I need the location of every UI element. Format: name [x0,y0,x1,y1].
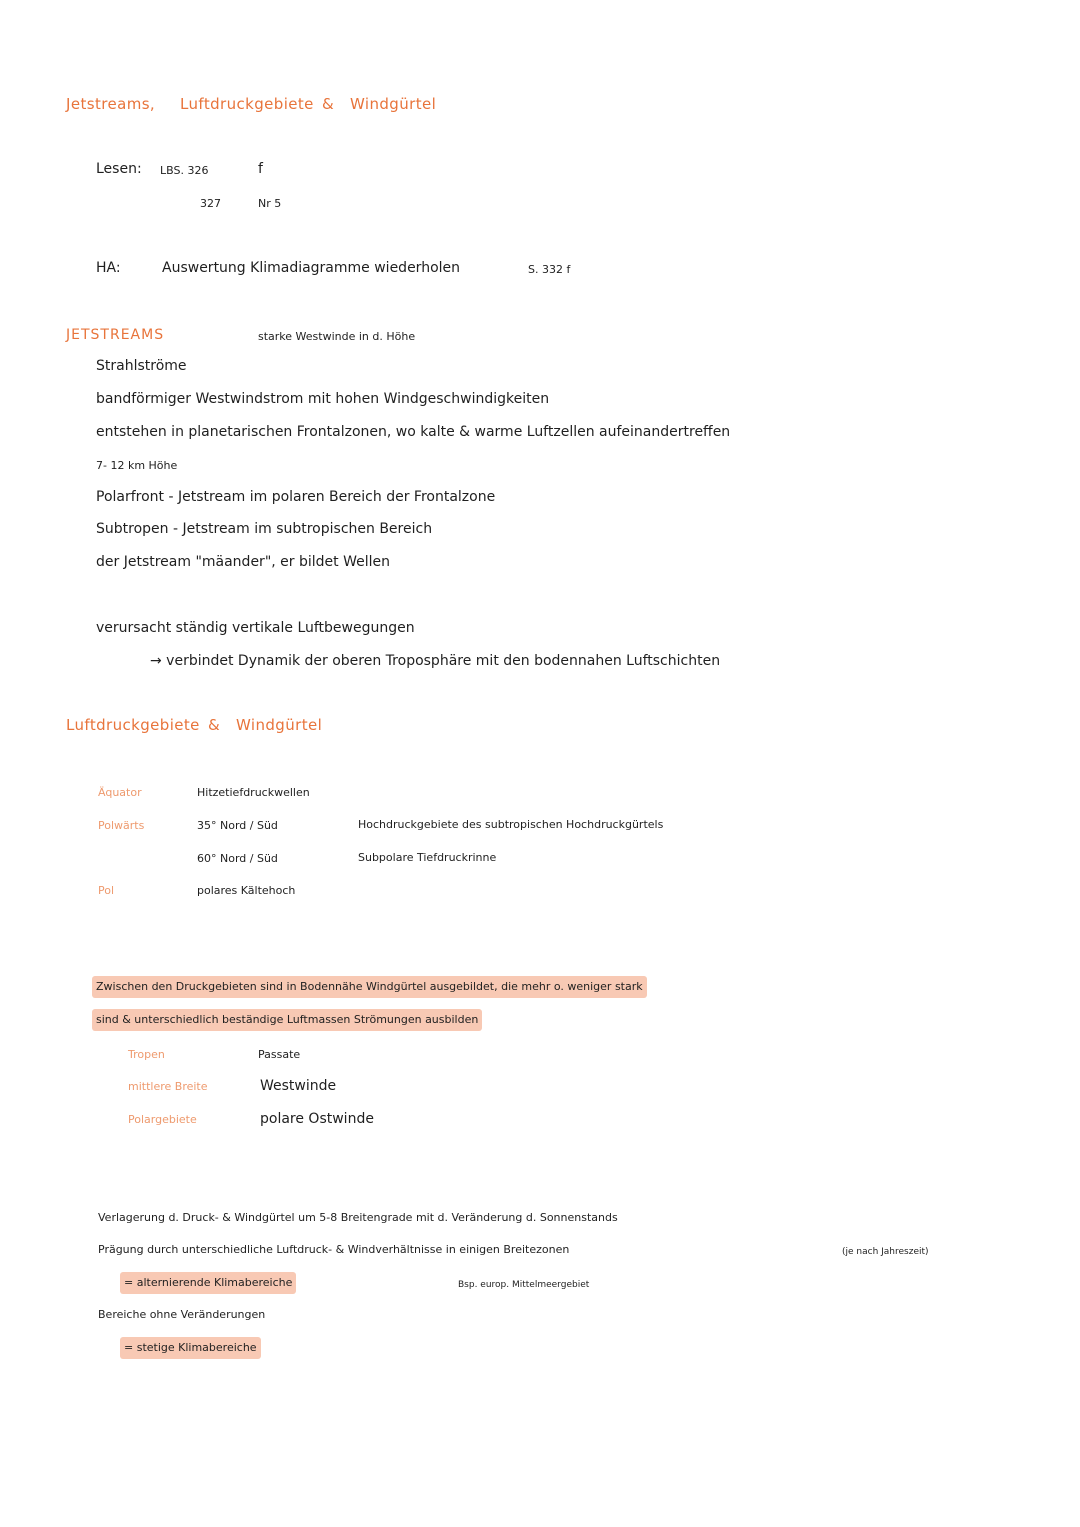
jetstreams-line: bandförmiger Westwindstrom mit hohen Windgeschwindigkeiten [96,391,550,407]
shift-steady: = stetige Klimabereiche [120,1337,261,1359]
jetstreams-line: Polarfront - Jetstream im polaren Bereich der Frontalzone [96,489,496,505]
homework-text: Auswertung Klimadiagramme wiederholen [162,260,461,276]
reading-suffix-2: Nr 5 [258,197,282,210]
jetstreams-heading: JETSTREAMS [66,327,165,343]
pressure-zone: Äquator [98,786,142,799]
pressure-zone: Polwärts [98,819,145,832]
reading-label: Lesen: [96,161,142,177]
pressure-desc: Subpolare Tiefdruckrinne [358,851,497,864]
title-windguertel: Windgürtel [350,95,437,113]
shift-example: Bsp. europ. Mittelmeergebiet [458,1280,590,1290]
pressure-heading-2: Windgürtel [236,716,323,734]
jetstreams-subtitle: starke Westwinde in d. Höhe [258,330,416,343]
reading-page-2: 327 [200,197,221,210]
shift-alternating: = alternierende Klimabereiche [120,1272,296,1294]
jetstreams-effect-sub: → verbindet Dynamik der oberen Troposphäre mit den bodennahen Luftschichten [150,653,721,669]
homework-label: HA: [96,260,121,276]
reading-suffix-1: f [258,161,263,177]
shift-line-2: Prägung durch unterschiedliche Luftdruck- & Windverhältnisse in einigen Breitezonen [98,1243,570,1256]
title-luftdruck: Luftdruckgebiete [180,95,314,113]
windbelt-wind: Passate [258,1048,301,1061]
pressure-lat: 60° Nord / Süd [197,852,278,865]
title-amp: & [322,95,335,113]
jetstreams-line: 7- 12 km Höhe [96,459,178,472]
pressure-desc: Hochdruckgebiete des subtropischen Hochdruckgürtels [358,818,664,831]
pressure-zone: Pol [98,884,115,897]
pressure-lat: 35° Nord / Süd [197,819,278,832]
jetstreams-line: Subtropen - Jetstream im subtropischen Bereich [96,521,433,537]
jetstreams-line: Strahlströme [96,358,187,374]
jetstreams-line: entstehen in planetarischen Frontalzonen, wo kalte & warme Luftzellen aufeinandertreffen [96,424,731,440]
shift-line-1: Verlagerung d. Druck- & Windgürtel um 5-8 Breitengrade mit d. Veränderung d. Sonnenstands [98,1211,618,1224]
jetstreams-effect: verursacht ständig vertikale Luftbewegungen [96,620,415,636]
windbelt-zone: mittlere Breite [128,1080,208,1093]
shift-no-change: Bereiche ohne Veränderungen [98,1308,266,1321]
windbelt-zone: Tropen [128,1048,165,1061]
shift-line-2-note: (je nach Jahreszeit) [842,1247,929,1257]
windbelts-note-2: sind & unterschiedlich beständige Luftmassen Strömungen ausbilden [92,1009,482,1031]
homework-page: S. 332 f [528,263,571,276]
windbelt-wind: Westwinde [260,1078,337,1094]
windbelts-note-1: Zwischen den Druckgebieten sind in Bodennähe Windgürtel ausgebildet, die mehr o. weniger stark [92,976,647,998]
title-jetstreams: Jetstreams, [66,95,156,113]
pressure-heading-1: Luftdruckgebiete [66,716,200,734]
pressure-heading-amp: & [208,716,221,734]
jetstreams-line: der Jetstream "mäander", er bildet Wellen [96,554,390,570]
windbelt-zone: Polargebiete [128,1113,197,1126]
windbelt-wind: polare Ostwinde [260,1111,374,1127]
pressure-lat: Hitzetiefdruckwellen [197,786,310,799]
pressure-lat: polares Kältehoch [197,884,296,897]
reading-page-1: LBS. 326 [160,164,209,177]
